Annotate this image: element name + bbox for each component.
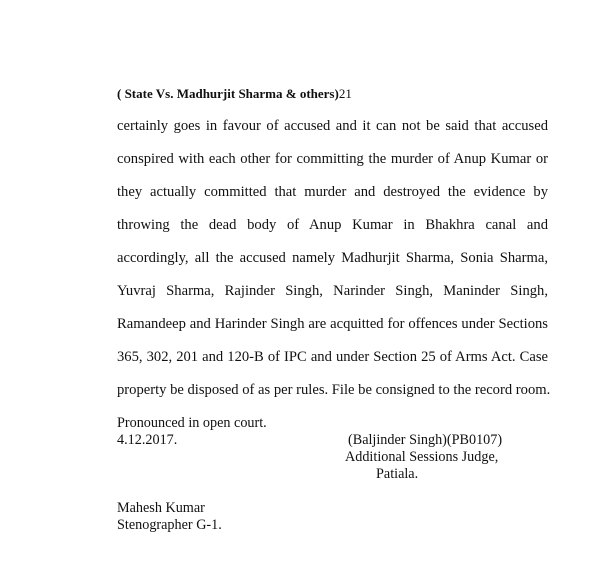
body-line-6: Yuvraj Sharma, Rajinder Singh, Narinder Singh, Maninder Singh, — [117, 283, 548, 299]
body-line-1: certainly goes in favour of accused and it can not be said that accused — [117, 118, 548, 134]
body-line-3: they actually committed that murder and destroyed the evidence by — [117, 184, 548, 200]
judge-title: Additional Sessions Judge, — [345, 449, 499, 465]
stenographer-title: Stenographer G-1. — [117, 517, 222, 533]
stenographer-name: Mahesh Kumar — [117, 500, 205, 516]
pronounced-text: Pronounced in open court. — [117, 415, 267, 431]
body-line-7: Ramandeep and Harinder Singh are acquitted for offences under Sections — [117, 316, 548, 332]
judgment-date: 4.12.2017. — [117, 432, 178, 448]
case-title: ( State Vs. Madhurjit Sharma & others) — [117, 86, 339, 101]
body-line-5: accordingly, all the accused namely Madhurjit Sharma, Sonia Sharma, — [117, 250, 548, 266]
judge-name: (Baljinder Singh)(PB0107) — [348, 432, 503, 448]
body-line-2: conspired with each other for committing the murder of Anup Kumar or — [117, 151, 548, 167]
body-line-9: property be disposed of as per rules. File be consigned to the record room. — [117, 382, 551, 398]
page-number: 21 — [338, 86, 352, 101]
body-line-8: 365, 302, 201 and 120-B of IPC and under Section 25 of Arms Act. Case — [117, 349, 548, 365]
judge-place: Patiala. — [376, 466, 419, 482]
body-line-4: throwing the dead body of Anup Kumar in Bhakhra canal and — [117, 217, 548, 233]
case-header — [117, 86, 352, 102]
